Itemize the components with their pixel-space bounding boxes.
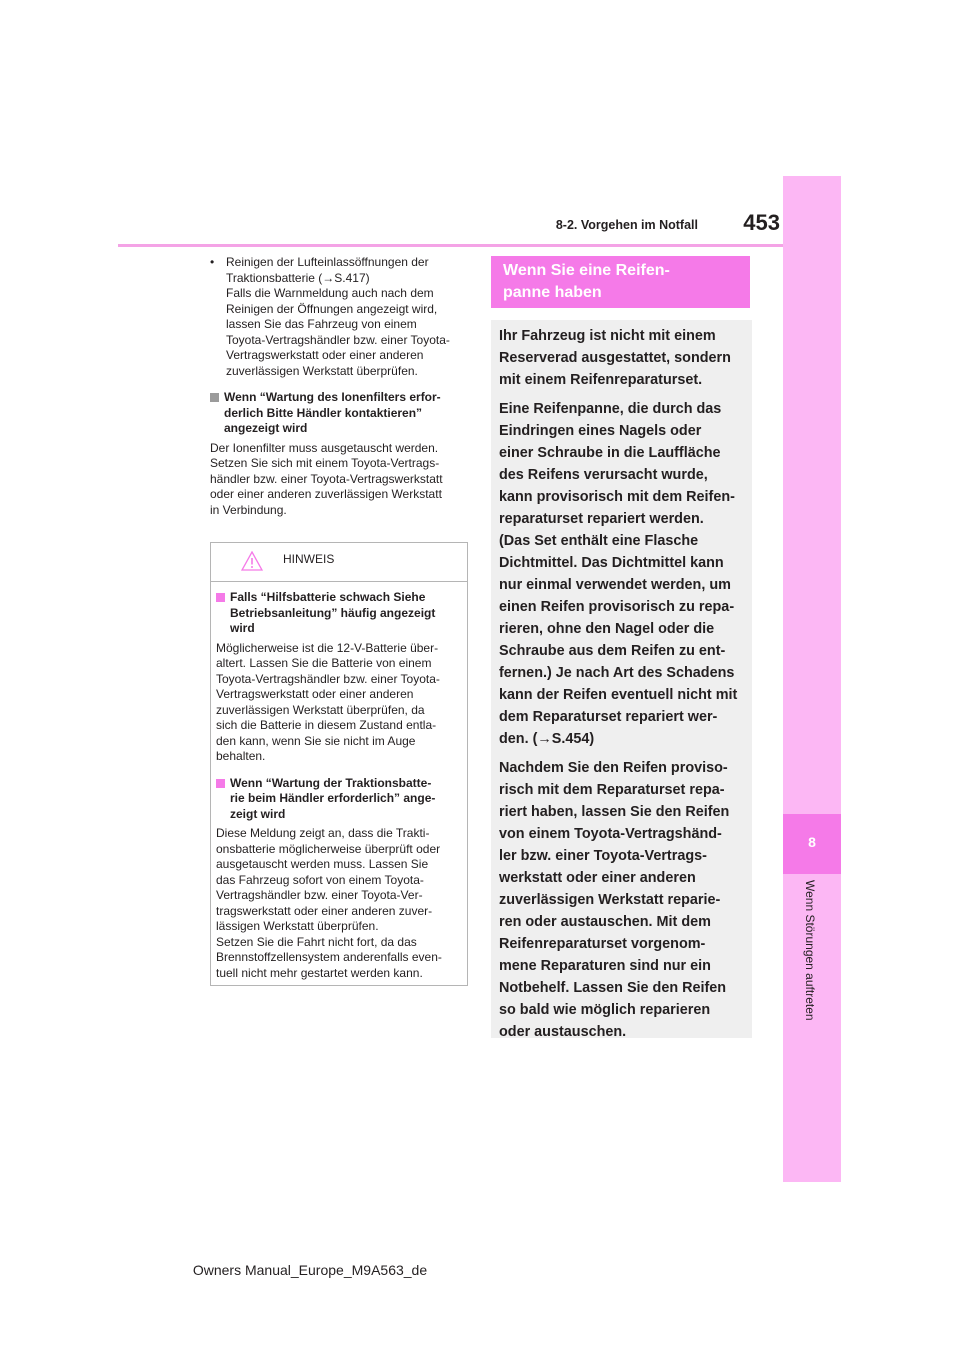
chapter-label: Wenn Störungen auftreten bbox=[803, 880, 817, 1021]
left-column bbox=[210, 255, 468, 518]
square-bullet-icon bbox=[216, 779, 225, 788]
chapter-label-wrap bbox=[783, 880, 841, 1060]
info-paragraph-3: Nachdem Sie den Reifen proviso- risch mit dem Reparaturset repa- riert haben, lassen Sie den Reifen von einem Toyota-Vertragshänd- ler bzw. einer Toyota-Vertrags- werkstatt oder einer anderen zuverlässigen Werkstatt reparie- ren oder austauschen. Mit dem Reifenreparaturset vorgenom- mene Reparaturen sind nur ein Notbehelf. Lassen Sie den Reifen so bald wie möglich reparieren oder austauschen. bbox=[499, 760, 730, 1040]
header-rule bbox=[118, 244, 786, 247]
bullet-item bbox=[210, 255, 468, 379]
notice-heading-1 bbox=[216, 590, 462, 637]
info-paragraph-1: Ihr Fahrzeug ist nicht mit einem Reserverad ausgestattet, sondern mit einem Reifenreparaturset. bbox=[499, 328, 731, 388]
notice-heading-2-text: Wenn “Wartung der Traktionsbatte- rie beim Händler erforderlich” ange- zeigt wird bbox=[230, 775, 436, 821]
notice-body-2: Diese Meldung zeigt an, dass die Trakti- onsbatterie möglicherweise überprüft oder ausgetauscht werden muss. Lassen Sie das Fahrzeug sofort von einem Toyota- Vertragshändler bzw. einer Toyota-Ver- tragswerkstatt oder einer anderen zuver- lässigen Werkstatt überprüfen. Setzen Sie die Fahrt nicht fort, da das Brennstoffzellensystem anderenfalls even- tuell nicht mehr gestartet werden kann. bbox=[216, 826, 442, 980]
ion-filter-body: Der Ionenfilter muss ausgetauscht werden. Setzen Sie sich mit einem Toyota-Vertrags- händler bzw. einer Toyota-Vertragswerkstatt oder einer anderen zuverlässigen Werkstatt in Verbindung. bbox=[210, 440, 443, 517]
flat-tire-info-box bbox=[491, 320, 752, 1038]
warning-icon bbox=[241, 551, 263, 576]
notice-body bbox=[211, 582, 467, 981]
bullet-text: Reinigen der Lufteinlassöffnungen der Traktionsbatterie (→S.417) Falls die Warnmeldung auch nach dem Reinigen der Öffnungen angezeigt wird, lassen Sie das Fahrzeug von einem Toyota-Vertragshändler bzw. einer Toyota- Vertragswerkstatt oder einer anderen zuverlässigen Werkstatt überprüfen. bbox=[226, 255, 450, 378]
notice-heading-1-text: Falls “Hilfsbatterie schwach Siehe Betriebsanleitung” häufig angezeigt wird bbox=[230, 590, 436, 635]
notice-title: HINWEIS bbox=[283, 552, 335, 566]
square-bullet-icon bbox=[210, 393, 219, 402]
notice-heading-2 bbox=[216, 776, 462, 823]
section-title: 8-2. Vorgehen im Notfall bbox=[555, 218, 698, 232]
bullet-dot: • bbox=[210, 255, 215, 269]
page-number: 453 bbox=[743, 210, 780, 235]
notice-body-1: Möglicherweise ist die 12-V-Batterie über- altert. Lassen Sie die Batterie von einem Toyota-Vertragshändler bzw. einer Toyota- Vertragswerkstatt oder einer anderen zuverlässigen Werkstatt überprüfen, da sich die Batterie in diesem Zustand entla- den kann, wenn Sie sie nicht im Auge behalten. bbox=[216, 640, 440, 763]
ion-filter-heading-text: Wenn “Wartung des Ionenfilters erfor- derlich Bitte Händler kontaktieren” angezeigt wird bbox=[224, 390, 441, 435]
flat-tire-banner: Wenn Sie eine Reifen- panne haben bbox=[491, 256, 750, 308]
chapter-number: 8 bbox=[808, 834, 816, 850]
square-bullet-icon bbox=[216, 593, 225, 602]
notice-box bbox=[210, 542, 468, 986]
info-paragraph-2: Eine Reifenpanne, die durch das Eindringen eines Nagels oder einer Schraube in die Lauffläche des Reifens verursacht wurde, kann provisorisch mit dem Reifen- reparaturset repariert werden. (Das Set enthält eine Flasche Dichtmittel. Das Dichtmittel kann nur einmal verwendet werden, um einen Reifen provisorisch zu repa- rieren, ohne den Nagel oder die Schraube aus dem Reifen zu ent- fernen.) Je nach Art des Schadens kann der Reifen eventuell nicht mit dem Reparaturset repariert wer- den. (→S.454) bbox=[499, 401, 738, 747]
ion-filter-heading bbox=[210, 390, 468, 437]
notice-header bbox=[211, 543, 467, 582]
footer-manual-id: Owners Manual_Europe_M9A563_de bbox=[192, 1262, 428, 1278]
